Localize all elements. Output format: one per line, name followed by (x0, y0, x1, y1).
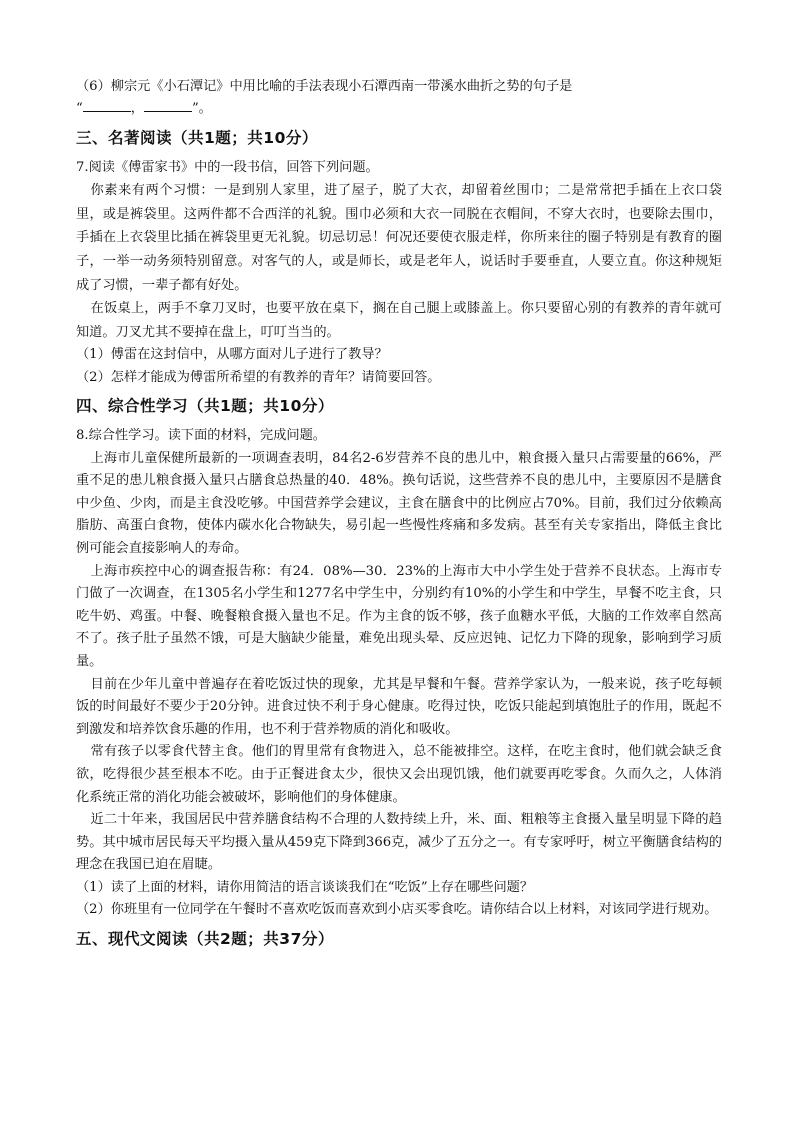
q6-blank-2[interactable] (144, 99, 192, 112)
section-4-heading: 四、综合性学习（共1题；共10分） (76, 397, 334, 416)
q8-material-paragraph-3: 目前在少年儿童中普遍存在着吃饭过快的现象，尤其是早餐和午餐。营养学家认为，一般来说，孩子吃每顿饭的时间最好不要少于20分钟。进食过快不利于身心健康。吃得过快，吃饭只能起到填饱肚子的作用，既起不到激发和培养饮食乐趣的作用，也不利于营养物质的消化和吸收。 (76, 676, 722, 737)
q6-comma: ， (130, 101, 144, 117)
q7-letter-paragraph-1: 你素来有两个习惯：一是到别人家里，进了屋子，脱了大衣，却留着丝围巾；二是常常把手插在上衣口袋里，或是裤袋里。这两件都不合西洋的礼貌。围巾必须和大衣一同脱在衣帽间，不穿大衣时，也要除去围巾，手插在上衣袋里比插在裤袋里更无礼貌。切忌切忌！何况还要使衣服走样，你所来往的圈子特别是有教育的圈子，一举一动务须特别留意。对客气的人，或是师长，或是老年人，说话时手要垂直，人要立直。你这种规矩成了习惯，一辈子都有好处。 (76, 183, 722, 293)
q6-answer-line (76, 98, 722, 120)
q6-blank-1[interactable] (83, 99, 131, 112)
q6-close: ”。 (191, 101, 212, 117)
q8-subquestion-1: （1）读了上面的材料，请你用简洁的语言谈谈我们在“吃饭”上存在哪些问题？ (76, 879, 534, 895)
section-3-heading: 三、名著阅读（共1题；共10分） (76, 128, 318, 147)
q8-subquestion-2: （2）你班里有一位同学在午餐时不喜欢吃饭而喜欢到小店买零食吃。请你结合以上材料，对该同学进行规劝。 (76, 902, 718, 918)
section-5-heading: 五、现代文阅读（共2题；共37分） (76, 929, 334, 948)
q7-letter-paragraph-2: 在饭桌上，两手不拿刀叉时，也要平放在桌下，搁在自己腿上或膝盖上。你只要留心别的有教养的青年就可知道。刀叉尤其不要掉在盘上，叮叮当当的。 (76, 301, 722, 340)
q8-material-paragraph-4: 常有孩子以零食代替主食。他们的胃里常有食物进入，总不能被排空。这样，在吃主食时，他们就会缺乏食欲，吃得很少甚至根本不吃。由于正餐进食太少，很快又会出现饥饿，他们就要再吃零食。久而久之，人体消化系统正常的消化功能会被破坏，影响他们的身体健康。 (76, 744, 722, 805)
exam-page (76, 76, 722, 958)
q8-material-paragraph-1: 上海市儿童保健所最新的一项调查表明，84名2-6岁营养不良的患儿中，粮食摄入量只占需要量的66%，严重不足的患儿粮食摄入量只占膳食总热量的40．48%。换句话说，这些营养不良的患儿中，主要原因不是膳食中少鱼、少肉，而是主食没吃够。中国营养学会建议，主食在膳食中的比例应占70%。目前，我们过分依赖高脂肪、高蛋白食物，使体内碳水化合物缺失，易引起一些慢性疼痛和多发病。甚至有关专家指出，降低主食比例可能会直接影响人的寿命。 (76, 450, 722, 556)
q6-prompt: （6）柳宗元《小石潭记》中用比喻的手法表现小石潭西南一带溪水曲折之势的句子是 (76, 79, 573, 94)
q6-open-quote: “ (76, 101, 83, 117)
q7-intro: 7.阅读《傅雷家书》中的一段书信，回答下列问题。 (76, 159, 379, 175)
q7-subquestion-1: （1）傅雷在这封信中，从哪方面对儿子进行了教导？ (76, 347, 388, 363)
q8-material-paragraph-2: 上海市疾控中心的调查报告称：有24．08%—30．23%的上海市大中小学生处于营养不良状态。上海市专门做了一次调查，在1305名小学生和1277名中学生中，分别约有10%的小学生和中学生，早餐不吃主食，只吃牛奶、鸡蛋。中餐、晚餐粮食摄入量也不足。作为主食的饭不够，孩子血糖水平低，大脑的工作效率自然高不了。孩子肚子虽然不饿，可是大脑缺少能量，难免出现头晕、反应迟钝、记忆力下降的现象，影响到学习质量。 (76, 563, 722, 669)
q8-material-paragraph-5: 近二十年来，我国居民中营养膳食结构不合理的人数持续上升，米、面、粗粮等主食摄入量呈明显下降的趋势。其中城市居民每天平均摄入量从459克下降到366克，减少了五分之一。有专家呼吁，树立平衡膳食结构的理念在我国已迫在眉睫。 (76, 812, 722, 873)
q8-intro: 8.综合性学习。读下面的材料，完成问题。 (76, 428, 326, 444)
q7-subquestion-2: （2）怎样才能成为傅雷所希望的有教养的青年？请简要回答。 (76, 369, 441, 385)
